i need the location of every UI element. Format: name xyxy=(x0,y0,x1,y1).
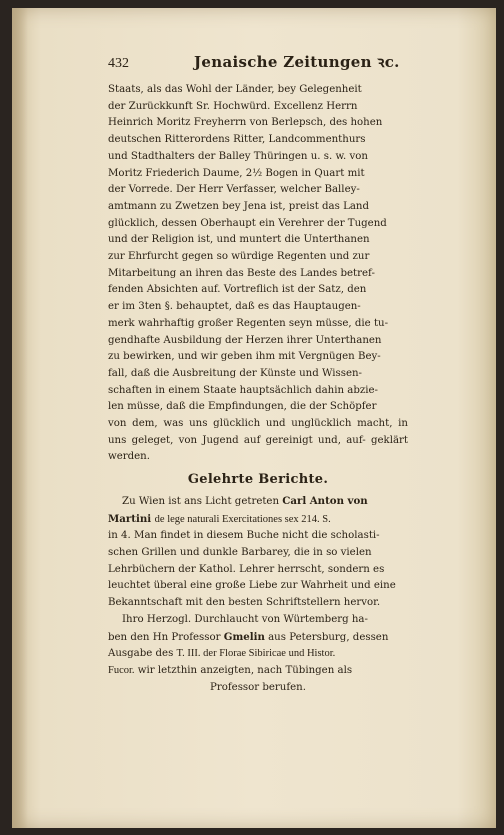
section-heading: Gelehrte Berichte. xyxy=(187,472,329,488)
text-line: der Zurückkunft Sr. Hochwürd. Excellenz Herrn xyxy=(108,100,358,112)
text-line: fall, daß die Ausbreitung der Künste und Wissen- xyxy=(108,367,363,379)
text-line: Zu Wien ist ans Licht getreten Carl Anton von xyxy=(122,494,368,507)
page-gutter xyxy=(12,8,28,828)
text-line: deutschen Ritterordens Ritter, Landcommenthurs xyxy=(108,134,366,146)
text-line: Fucor. wir letzthin anzeigten, nach Tübingen als xyxy=(108,664,353,676)
text-line: Moritz Friederich Daume, 2½ Bogen in Quart mit xyxy=(108,167,365,179)
text-line: von dem, was uns glücklich und unglücklich macht, in uns geleget, von Jugend auf gereinigt und, auf- geklärt werden. xyxy=(108,418,408,463)
text-line: Ausgabe des T. III. der Florae Sibiricae und Histor. xyxy=(108,648,336,660)
text-line: Bekanntschaft mit den besten Schriftstellern hervor. xyxy=(108,597,381,609)
text-line: in 4. Man findet in diesem Buche nicht die scholasti- xyxy=(108,530,380,542)
text-line: ben den Hn Professor Gmelin aus Petersburg, dessen xyxy=(108,630,389,643)
paragraph-report xyxy=(108,493,408,680)
text-line: fenden Absichten auf. Vortreflich ist der Satz, den xyxy=(108,284,367,296)
closing-line: Professor berufen. xyxy=(210,681,306,693)
text-line: er im 3ten §. behauptet, daß es das Hauptaugen- xyxy=(108,301,361,313)
text-line: amtmann zu Zwetzen bey Jena ist, preist das Land xyxy=(108,200,370,212)
text-line: zur Ehrfurcht gegen so würdige Regenten und zur xyxy=(108,251,370,263)
text-line: len müsse, daß die Empfindungen, die der Schöpfer xyxy=(108,401,377,413)
text-line: Staats, als das Wohl der Länder, bey Gelegenheit xyxy=(108,84,362,95)
text-line: Lehrbüchern der Kathol. Lehrer herrscht, sondern es xyxy=(108,563,385,575)
page-number: 432 xyxy=(108,56,129,71)
text-line: Mitarbeitung an ihren das Beste des Landes betref- xyxy=(108,267,375,279)
text-line: und Stadthalters der Balley Thüringen u. s. w. von xyxy=(108,150,368,162)
text-line: merk wahrhaftig großer Regenten seyn müsse, die tu- xyxy=(108,317,389,329)
text-line: zu bewirken, und wir geben ihm mit Vergnügen Bey- xyxy=(108,351,381,363)
text-line: schen Grillen und dunkle Barbarey, die in so vielen xyxy=(108,546,372,558)
text-column xyxy=(108,54,408,696)
page-header xyxy=(108,54,408,82)
text-line: schaften in einem Staate hauptsächlich dahin abzie- xyxy=(108,384,378,396)
text-line: Martini de lege naturali Exercitationes sex 214. S. xyxy=(108,512,331,525)
text-line: und der Religion ist, und muntert die Unterthanen xyxy=(108,234,370,246)
text-line: leuchtet überal eine große Liebe zur Wahrheit und eine xyxy=(108,580,396,592)
text-line: Heinrich Moritz Freyherrn von Berlepsch, des hohen xyxy=(108,117,383,129)
text-line: der Vorrede. Der Herr Verfasser, welcher Balley- xyxy=(108,184,360,196)
text-line: Ihro Herzogl. Durchlaucht von Würtemberg ha- xyxy=(122,613,368,625)
text-line: gendhafte Ausbildung der Herzen ihrer Unterthanen xyxy=(108,334,382,346)
paragraph-continuation xyxy=(108,82,408,466)
running-head: Jenaische Zeitungen ꝛc. xyxy=(194,53,400,71)
text-line: glücklich, dessen Oberhaupt ein Verehrer der Tugend xyxy=(108,217,387,229)
